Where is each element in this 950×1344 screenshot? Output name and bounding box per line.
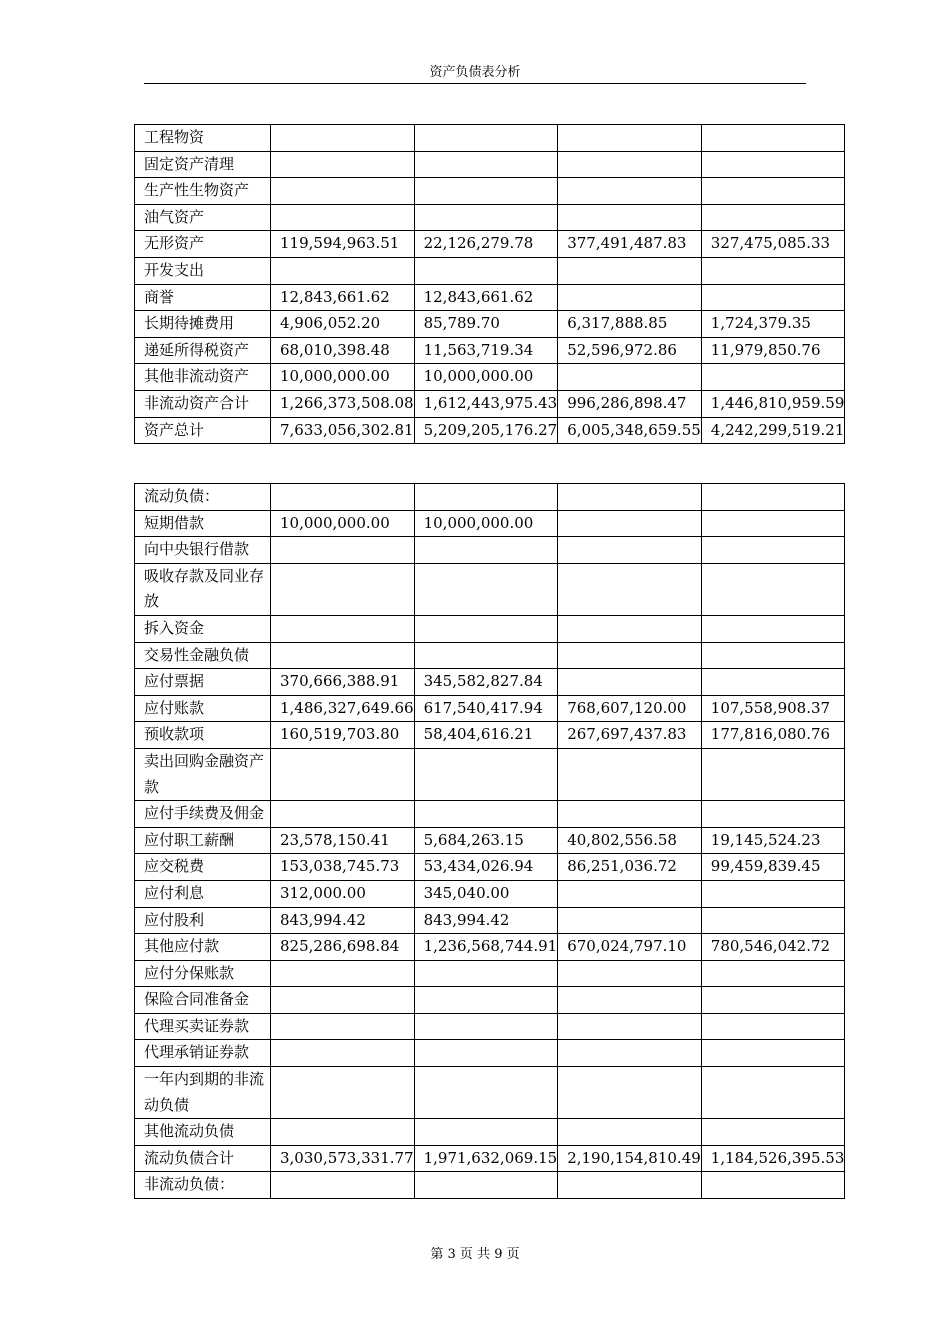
- value-cell: [558, 801, 702, 828]
- table-row: [135, 695, 845, 722]
- value-cell: 52,596,972.86: [558, 337, 702, 364]
- value-cell: [414, 1040, 558, 1067]
- table-row: [135, 337, 845, 364]
- value-cell: 177,816,080.76: [701, 722, 845, 749]
- value-cell: 670,024,797.10: [558, 934, 702, 961]
- value-cell: 53,434,026.94: [414, 854, 558, 881]
- value-cell: 1,236,568,744.91: [414, 934, 558, 961]
- row-label: 工程物资: [135, 125, 271, 152]
- row-label: 吸收存款及同业存放: [135, 563, 271, 615]
- value-cell: [414, 151, 558, 178]
- table-row: [135, 390, 845, 417]
- value-cell: [558, 257, 702, 284]
- table-row: [135, 151, 845, 178]
- row-label: 应付账款: [135, 695, 271, 722]
- value-cell: [701, 1067, 845, 1119]
- value-cell: [558, 284, 702, 311]
- table-row: [135, 907, 845, 934]
- assets-table-body: [135, 125, 845, 444]
- table-row: [135, 934, 845, 961]
- value-cell: 10,000,000.00: [414, 510, 558, 537]
- value-cell: [558, 563, 702, 615]
- value-cell: [414, 178, 558, 205]
- table-row: [135, 484, 845, 511]
- value-cell: [558, 364, 702, 391]
- value-cell: [701, 510, 845, 537]
- value-cell: [701, 284, 845, 311]
- value-cell: [271, 642, 415, 669]
- table-row: [135, 987, 845, 1014]
- value-cell: [701, 642, 845, 669]
- row-label: 流动负债：: [135, 484, 271, 511]
- value-cell: 5,209,205,176.27: [414, 417, 558, 444]
- value-cell: [414, 1013, 558, 1040]
- table-row: [135, 537, 845, 564]
- row-label: 资产总计: [135, 417, 271, 444]
- value-cell: 160,519,703.80: [271, 722, 415, 749]
- row-label: 无形资产: [135, 231, 271, 258]
- value-cell: [414, 257, 558, 284]
- value-cell: 768,607,120.00: [558, 695, 702, 722]
- value-cell: [558, 537, 702, 564]
- row-label: 拆入资金: [135, 615, 271, 642]
- table-row: [135, 204, 845, 231]
- row-label: 递延所得税资产: [135, 337, 271, 364]
- table-row: [135, 642, 845, 669]
- row-label: 交易性金融负债: [135, 642, 271, 669]
- row-label: 应交税费: [135, 854, 271, 881]
- row-label: 短期借款: [135, 510, 271, 537]
- table-row: [135, 125, 845, 152]
- value-cell: [414, 642, 558, 669]
- row-label: 固定资产清理: [135, 151, 271, 178]
- value-cell: [558, 642, 702, 669]
- value-cell: [558, 125, 702, 152]
- value-cell: [701, 1119, 845, 1146]
- row-label: 保险合同准备金: [135, 987, 271, 1014]
- value-cell: 1,184,526,395.53: [701, 1145, 845, 1172]
- assets-table: [134, 124, 845, 444]
- value-cell: [414, 125, 558, 152]
- value-cell: [271, 125, 415, 152]
- value-cell: 107,558,908.37: [701, 695, 845, 722]
- value-cell: 345,582,827.84: [414, 669, 558, 696]
- value-cell: [701, 1172, 845, 1199]
- page-footer-number: 第 3 页 共 9 页: [430, 1247, 520, 1262]
- table-row: [135, 417, 845, 444]
- table-row: [135, 257, 845, 284]
- row-label: 预收款项: [135, 722, 271, 749]
- value-cell: 312,000.00: [271, 880, 415, 907]
- value-cell: [414, 1067, 558, 1119]
- value-cell: [558, 1013, 702, 1040]
- value-cell: 99,459,839.45: [701, 854, 845, 881]
- value-cell: 370,666,388.91: [271, 669, 415, 696]
- value-cell: [271, 537, 415, 564]
- row-label: 生产性生物资产: [135, 178, 271, 205]
- value-cell: [414, 987, 558, 1014]
- value-cell: [271, 484, 415, 511]
- value-cell: [414, 204, 558, 231]
- value-cell: [414, 537, 558, 564]
- table-row: [135, 880, 845, 907]
- row-label: 卖出回购金融资产款: [135, 748, 271, 800]
- value-cell: [558, 1040, 702, 1067]
- value-cell: 5,684,263.15: [414, 827, 558, 854]
- value-cell: [558, 510, 702, 537]
- table-row: [135, 615, 845, 642]
- value-cell: [271, 960, 415, 987]
- value-cell: [414, 615, 558, 642]
- table-row: [135, 1172, 845, 1199]
- value-cell: 617,540,417.94: [414, 695, 558, 722]
- row-label: 开发支出: [135, 257, 271, 284]
- value-cell: [414, 1172, 558, 1199]
- row-label: 向中央银行借款: [135, 537, 271, 564]
- value-cell: [701, 178, 845, 205]
- value-cell: [271, 563, 415, 615]
- table-row: [135, 510, 845, 537]
- value-cell: [701, 537, 845, 564]
- value-cell: [414, 484, 558, 511]
- value-cell: [701, 907, 845, 934]
- value-cell: [271, 748, 415, 800]
- row-label: 油气资产: [135, 204, 271, 231]
- row-label: 应付利息: [135, 880, 271, 907]
- value-cell: [271, 801, 415, 828]
- value-cell: 58,404,616.21: [414, 722, 558, 749]
- table-row: [135, 801, 845, 828]
- value-cell: [701, 204, 845, 231]
- value-cell: [558, 880, 702, 907]
- table-row: [135, 364, 845, 391]
- table-row: [135, 722, 845, 749]
- value-cell: [701, 801, 845, 828]
- value-cell: 6,005,348,659.55: [558, 417, 702, 444]
- value-cell: 1,971,632,069.15: [414, 1145, 558, 1172]
- value-cell: 1,266,373,508.08: [271, 390, 415, 417]
- value-cell: 2,190,154,810.49: [558, 1145, 702, 1172]
- row-label: 代理承销证券款: [135, 1040, 271, 1067]
- value-cell: [701, 151, 845, 178]
- value-cell: [701, 615, 845, 642]
- value-cell: 22,126,279.78: [414, 231, 558, 258]
- value-cell: [558, 1172, 702, 1199]
- value-cell: [558, 669, 702, 696]
- table-row: [135, 1119, 845, 1146]
- value-cell: 4,242,299,519.21: [701, 417, 845, 444]
- table-row: [135, 854, 845, 881]
- value-cell: [271, 1119, 415, 1146]
- row-label: 非流动资产合计: [135, 390, 271, 417]
- value-cell: 843,994.42: [271, 907, 415, 934]
- row-label: 非流动负债：: [135, 1172, 271, 1199]
- table-row: [135, 178, 845, 205]
- value-cell: 825,286,698.84: [271, 934, 415, 961]
- value-cell: 11,979,850.76: [701, 337, 845, 364]
- table-row: [135, 1145, 845, 1172]
- value-cell: [701, 1040, 845, 1067]
- value-cell: 86,251,036.72: [558, 854, 702, 881]
- value-cell: [558, 615, 702, 642]
- value-cell: [701, 364, 845, 391]
- value-cell: [558, 204, 702, 231]
- value-cell: [271, 151, 415, 178]
- value-cell: [558, 178, 702, 205]
- value-cell: [701, 960, 845, 987]
- value-cell: 3,030,573,331.77: [271, 1145, 415, 1172]
- header-rule: [144, 83, 806, 84]
- value-cell: [701, 669, 845, 696]
- table-row: [135, 827, 845, 854]
- value-cell: 1,612,443,975.43: [414, 390, 558, 417]
- page-header-title: 资产负债表分析: [429, 65, 521, 80]
- value-cell: 12,843,661.62: [414, 284, 558, 311]
- table-row: [135, 231, 845, 258]
- value-cell: [701, 484, 845, 511]
- table-row: [135, 563, 845, 615]
- value-cell: 68,010,398.48: [271, 337, 415, 364]
- value-cell: [701, 563, 845, 615]
- value-cell: [414, 748, 558, 800]
- row-label: 其他流动负债: [135, 1119, 271, 1146]
- value-cell: [558, 907, 702, 934]
- value-cell: [558, 960, 702, 987]
- value-cell: [271, 615, 415, 642]
- value-cell: [271, 987, 415, 1014]
- row-label: 代理买卖证券款: [135, 1013, 271, 1040]
- value-cell: [414, 563, 558, 615]
- value-cell: [271, 178, 415, 205]
- value-cell: 85,789.70: [414, 311, 558, 338]
- value-cell: [558, 484, 702, 511]
- value-cell: [271, 1067, 415, 1119]
- liabilities-table-body: [135, 484, 845, 1199]
- value-cell: 10,000,000.00: [271, 510, 415, 537]
- row-label: 其他非流动资产: [135, 364, 271, 391]
- table-row: [135, 284, 845, 311]
- value-cell: 345,040.00: [414, 880, 558, 907]
- row-label: 一年内到期的非流动负债: [135, 1067, 271, 1119]
- value-cell: [271, 204, 415, 231]
- table-row: [135, 960, 845, 987]
- value-cell: [701, 880, 845, 907]
- value-cell: [414, 801, 558, 828]
- value-cell: [271, 257, 415, 284]
- value-cell: 1,446,810,959.59: [701, 390, 845, 417]
- value-cell: [701, 748, 845, 800]
- row-label: 应付票据: [135, 669, 271, 696]
- value-cell: [701, 987, 845, 1014]
- table-row: [135, 1013, 845, 1040]
- table-row: [135, 669, 845, 696]
- value-cell: [558, 987, 702, 1014]
- value-cell: 996,286,898.47: [558, 390, 702, 417]
- table-row: [135, 748, 845, 800]
- table-row: [135, 1067, 845, 1119]
- row-label: 应付职工薪酬: [135, 827, 271, 854]
- value-cell: [271, 1172, 415, 1199]
- value-cell: 10,000,000.00: [414, 364, 558, 391]
- value-cell: 7,633,056,302.81: [271, 417, 415, 444]
- value-cell: 267,697,437.83: [558, 722, 702, 749]
- value-cell: [271, 1040, 415, 1067]
- value-cell: [414, 1119, 558, 1146]
- row-label: 商誉: [135, 284, 271, 311]
- value-cell: [558, 1119, 702, 1146]
- value-cell: [558, 748, 702, 800]
- value-cell: 119,594,963.51: [271, 231, 415, 258]
- table-row: [135, 1040, 845, 1067]
- value-cell: [701, 257, 845, 284]
- value-cell: 40,802,556.58: [558, 827, 702, 854]
- row-label: 流动负债合计: [135, 1145, 271, 1172]
- row-label: 应付股利: [135, 907, 271, 934]
- row-label: 长期待摊费用: [135, 311, 271, 338]
- value-cell: 1,724,379.35: [701, 311, 845, 338]
- liabilities-table: [134, 483, 845, 1199]
- value-cell: [701, 125, 845, 152]
- row-label: 应付手续费及佣金: [135, 801, 271, 828]
- value-cell: 10,000,000.00: [271, 364, 415, 391]
- value-cell: 377,491,487.83: [558, 231, 702, 258]
- value-cell: 780,546,042.72: [701, 934, 845, 961]
- value-cell: 1,486,327,649.66: [271, 695, 415, 722]
- value-cell: 6,317,888.85: [558, 311, 702, 338]
- value-cell: [701, 1013, 845, 1040]
- value-cell: 843,994.42: [414, 907, 558, 934]
- value-cell: [271, 1013, 415, 1040]
- table-row: [135, 311, 845, 338]
- value-cell: 153,038,745.73: [271, 854, 415, 881]
- value-cell: 327,475,085.33: [701, 231, 845, 258]
- value-cell: [414, 960, 558, 987]
- value-cell: 11,563,719.34: [414, 337, 558, 364]
- value-cell: 4,906,052.20: [271, 311, 415, 338]
- row-label: 其他应付款: [135, 934, 271, 961]
- value-cell: 23,578,150.41: [271, 827, 415, 854]
- row-label: 应付分保账款: [135, 960, 271, 987]
- value-cell: 12,843,661.62: [271, 284, 415, 311]
- value-cell: 19,145,524.23: [701, 827, 845, 854]
- value-cell: [558, 1067, 702, 1119]
- value-cell: [558, 151, 702, 178]
